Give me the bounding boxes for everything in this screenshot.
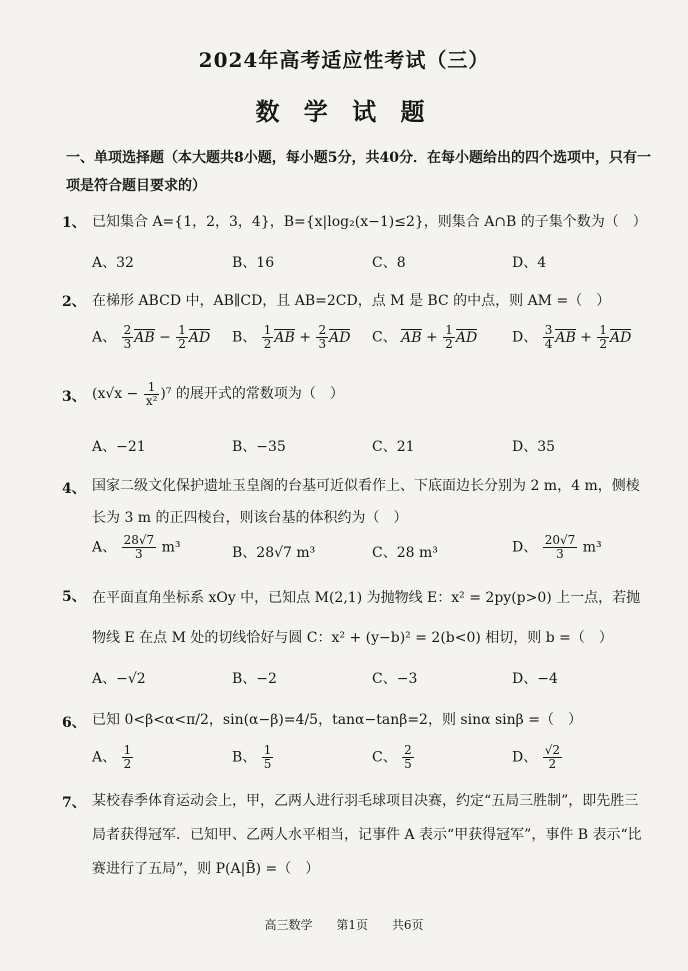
option-d [512, 744, 563, 771]
fraction: $\frac{2}{5}$ [404, 743, 412, 771]
option-b: B、16 [232, 255, 275, 271]
option-c: C、 AB + $\frac{1}{2}$ AD [372, 323, 478, 351]
option-a [92, 744, 134, 771]
option-d: D、35 [512, 439, 556, 455]
option-d: D、−4 [512, 671, 558, 687]
fraction: $\frac{1}{2}$ [445, 323, 453, 351]
option-a: A、 $\frac{28√7}{3}$ m³ [92, 533, 181, 561]
question-text: 某校春季体育运动会上，甲，乙两人进行羽毛球项目决赛，约定“五局三胜制”，即先胜三局者获得冠军．已知甲、乙两人水平相当，记事件 A 表示“甲获得冠军”，事件 B 表示“比赛进行了五局”，则 P(A|B̄) =（ ） [92, 793, 642, 877]
fraction: $\frac{20√7}{3}$ [544, 533, 576, 561]
question-number: 4、 [62, 481, 86, 497]
fraction: $\frac{√2}{2}$ [544, 743, 560, 771]
page-subtitle: 数 学 试 题 [255, 97, 433, 126]
option-letter: A、 [92, 749, 117, 766]
option-d: D、 $\frac{20√7}{3}$ m³ [512, 533, 602, 561]
binomial-expression: (x√x − $\frac{1}{\text{x²}}$ )⁷ [92, 379, 172, 408]
question-number: 2、 [62, 294, 86, 310]
option-b [232, 744, 274, 771]
page-title: 2024年高考适应性考试（三） [198, 48, 490, 72]
fraction: $\frac{1}{5}$ [263, 743, 272, 771]
option-a: A、32 [92, 255, 134, 271]
question-text: 已知集合 A={1，2，3，4}，B={x|log₂(x−1)≤2}，则集合 A∩B 的子集个数为（ ） [92, 214, 647, 230]
option-b: B、−2 [232, 671, 277, 687]
fraction: $\frac{1}{2}$ [178, 323, 186, 351]
question-number: 3、 [62, 389, 86, 405]
option-letter: A、 [92, 539, 117, 556]
fraction: $\frac{28√7}{3}$ [123, 533, 155, 561]
question-text: 已知 0<β<α<π/2，sin(α−β)=4/5，tanα−tanβ=2，则 sinα sinβ =（ ） [92, 712, 582, 728]
option-b: B、28√7 m³ [232, 545, 316, 561]
option-letter: C、 [372, 749, 397, 766]
option-c: C、8 [372, 255, 406, 271]
question-text: 在平面直角坐标系 xOy 中，已知点 M(2,1) 为抛物线 E：x² = 2py(p>0) 上一点，若抛物线 E 在点 M 处的切线恰好与圆 C：x² + (y−b)² = 2(b<0) 相切，则 b =（ ） [92, 590, 641, 646]
option-b: B、 $\frac{1}{2}$ AB + $\frac{2}{3}$ AD [232, 323, 351, 351]
question-number: 5、 [62, 589, 86, 605]
option-a: A、 $\frac{2}{3}$ AB − $\frac{1}{2}$ AD [92, 323, 211, 351]
question-text: 在梯形 ABCD 中，AB∥CD，且 AB=2CD，点 M 是 BC 的中点，则 AM =（ ） [92, 293, 611, 309]
fraction: $\frac{1}{2}$ [123, 743, 132, 771]
question-number: 6、 [62, 715, 86, 731]
option-letter: C、 [372, 329, 397, 346]
question-text: (x√x − $\frac{1}{\text{x²}}$ )⁷ 的展开式的常数项为（ ） [92, 379, 344, 408]
fraction: $\frac{3}{4}$ [544, 323, 553, 351]
option-c: C、−3 [372, 671, 418, 687]
section-heading: 一、单项选择题（本大题共8小题，每小题5分，共40分．在每小题给出的四个选项中，只有一项是符合题目要求的） [66, 150, 651, 194]
option-letter: B、 [232, 329, 257, 346]
option-letter: D、 [512, 749, 538, 766]
option-letter: D、 [512, 539, 538, 556]
fraction: $\frac{1}{2}$ [599, 323, 608, 351]
option-b: B、−35 [232, 439, 286, 455]
option-letter: D、 [512, 329, 538, 346]
option-a: A、−21 [92, 439, 146, 455]
option-letter: A、 [92, 329, 117, 346]
option-c: C、21 [372, 439, 415, 455]
option-c: C、28 m³ [372, 545, 438, 561]
footer-page: 第1页 [336, 918, 368, 932]
option-c [372, 744, 415, 771]
fraction: $\frac{1}{2}$ [263, 323, 272, 351]
question-text: 国家二级文化保护遗址玉皇阁的台基可近似看作上、下底面边长分别为 2 m，4 m，侧棱长为 3 m 的正四棱台，则该台基的体积约为（ ） [92, 478, 640, 526]
fraction: $\frac{2}{3}$ [123, 323, 132, 351]
footer-total: 共6页 [391, 918, 424, 932]
page-footer [0, 916, 688, 933]
option-a: A、−√2 [92, 671, 146, 687]
footer-subject: 高三数学 [264, 918, 313, 932]
question-number: 7、 [62, 795, 86, 811]
option-d: D、 $\frac{3}{4}$ AB + $\frac{1}{2}$ AD [512, 323, 632, 351]
fraction: $\frac{2}{3}$ [318, 323, 327, 351]
option-letter: B、 [232, 749, 257, 766]
question-number: 1、 [62, 215, 86, 231]
option-d: D、4 [512, 255, 547, 271]
